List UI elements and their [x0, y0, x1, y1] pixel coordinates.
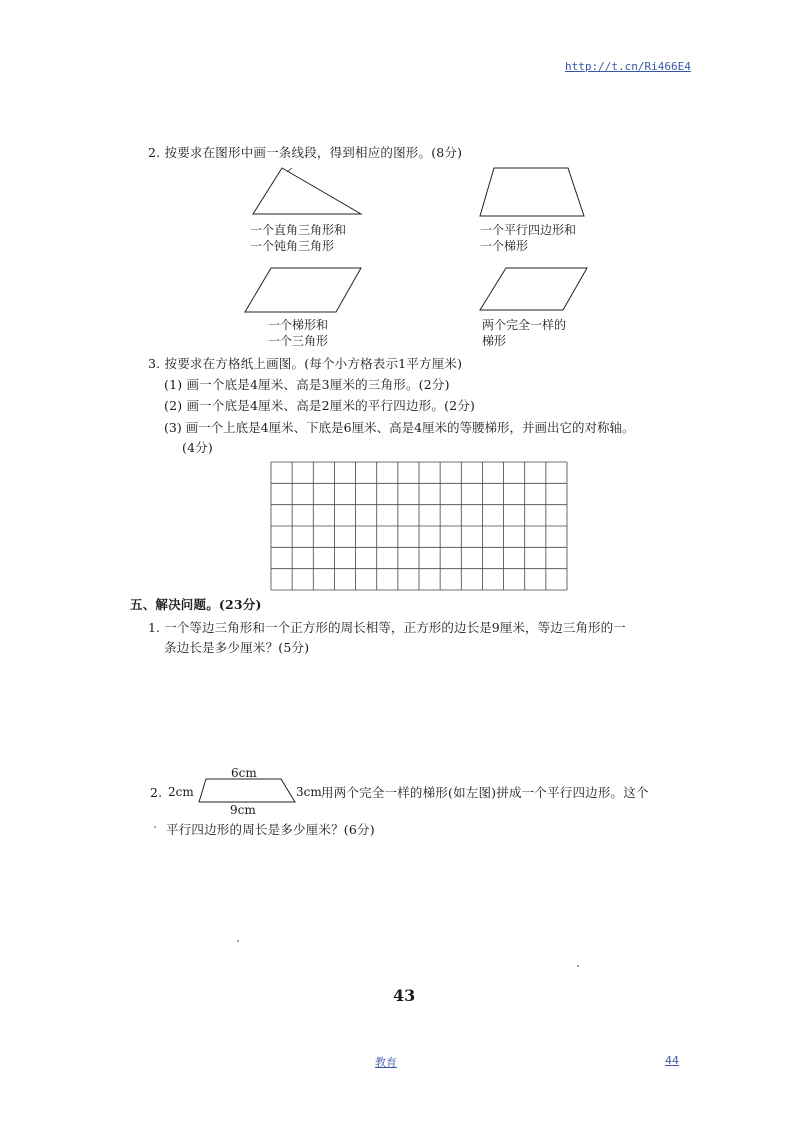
scan-speck [154, 826, 156, 828]
fig3-caption-2: 一个三角形 [268, 334, 329, 348]
fig1-caption-1: 一个直角三角形和 [250, 223, 347, 237]
square-grid[interactable] [270, 461, 570, 591]
q2-title: 2. 按要求在图形中画一条线段，得到相应的图形。(8分) [148, 145, 463, 160]
s5-q1-line1: 1. 一个等边三角形和一个正方形的周长相等，正方形的边长是9厘米，等边三角形的一 [148, 620, 626, 635]
scan-speck [577, 965, 579, 967]
fig4-caption-1: 两个完全一样的 [482, 318, 567, 332]
q3-item-3: (3) 画一个上底是4厘米、下底是6厘米、高是4厘米的等腰梯形，并画出它的对称轴。 [164, 420, 635, 435]
fig1-caption-2: 一个钝角三角形 [250, 239, 335, 253]
page-number: 43 [393, 986, 416, 1005]
footer-link[interactable]: 教育 [375, 1056, 397, 1069]
q3-item-2: (2) 画一个底是4厘米、高是2厘米的平行四边形。(2分) [164, 398, 476, 413]
figure-trapezoid [480, 168, 584, 216]
trapezoid-svg [195, 775, 305, 807]
fig4-caption-2: 梯形 [482, 334, 507, 348]
figure-triangle [253, 168, 361, 214]
s5-q2-number: 2. [150, 785, 163, 800]
trapezoid-left-label: 2cm [168, 785, 194, 799]
fig2-caption-1: 一个平行四边形和 [480, 223, 577, 237]
s5-q1-line2: 条边长是多少厘米？(5分) [164, 640, 310, 655]
q3-item-1: (1) 画一个底是4厘米、高是3厘米的三角形。(2分) [164, 377, 450, 392]
q3-title: 3. 按要求在方格纸上画图。(每个小方格表示1平方厘米) [148, 356, 463, 371]
figure-parallelogram-1 [245, 268, 361, 312]
trapezoid-top-label: 6cm [231, 766, 257, 780]
s5-q2-text2: 平行四边形的周长是多少厘米？(6分) [166, 822, 375, 837]
fig2-caption-2: 一个梯形 [480, 239, 529, 253]
small-trapezoid [199, 779, 295, 802]
scan-speck [237, 940, 239, 942]
trapezoid-bottom-label: 9cm [230, 803, 256, 817]
trapezoid-right-label: 3cm [296, 785, 322, 799]
fig3-caption-1: 一个梯形和 [268, 318, 329, 332]
s5-q2-text1: 用两个完全一样的梯形(如左图)拼成一个平行四边形。这个 [321, 785, 649, 800]
footer-page-link[interactable]: 44 [665, 1054, 679, 1067]
q3-item-3-score: (4分) [182, 440, 214, 455]
header-url-link[interactable]: http://t.cn/Ri466E4 [565, 60, 691, 73]
figure-parallelogram-2 [480, 268, 587, 310]
right-angle-mark [287, 168, 292, 172]
section5-title: 五、解决问题。(23分) [130, 597, 262, 612]
